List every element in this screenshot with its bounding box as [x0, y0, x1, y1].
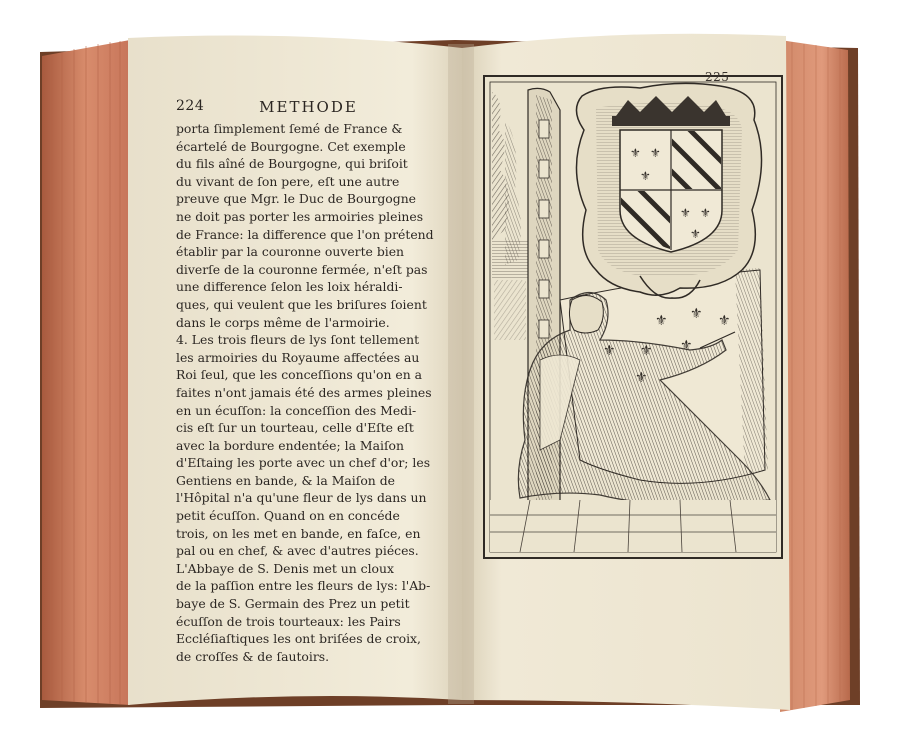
text-line: preuve que Mgr. le Duc de Bourgogne [176, 191, 417, 207]
text-line: ne doit pas porter les armoiries pleines [176, 208, 424, 224]
text-line: d'Eſtaing les porte avec un chef d'or; les [176, 455, 431, 471]
text-line: une difference ſelon les loix héraldi- [176, 279, 403, 295]
engraving-plate [484, 76, 782, 558]
text-line: porta ſimplement ſemé de France & [176, 121, 403, 136]
text-line: de la paſſion entre les fleurs de lys: l'Ab- [176, 578, 431, 594]
text-line: avec la bordure endentée; la Maiſon [176, 437, 404, 453]
text-line: faites n'ont jamais été des armes pleines [176, 384, 432, 400]
svg-text:⚜: ⚜ [655, 313, 668, 329]
svg-text:⚜: ⚜ [690, 227, 701, 241]
text-line: du vivant de ſon pere, eſt une autre [176, 173, 400, 189]
text-line: ques, qui veulent que les briſures ſoient [176, 296, 427, 312]
text-line: cis eſt ſur un tourteau, celle d'Eſte eſt [176, 420, 414, 436]
left-page-text [176, 98, 441, 665]
text-line: Eccléſiaſtiques les ont briſées de croix, [176, 631, 421, 647]
gutter-shadow [448, 44, 474, 704]
text-line: dans le corps même de l'armoirie. [176, 314, 390, 330]
running-head [176, 98, 441, 118]
text-line: de France: la difference que l'on prétend [176, 226, 434, 242]
svg-text:⚜: ⚜ [640, 169, 651, 183]
svg-text:⚜: ⚜ [690, 306, 703, 322]
text-line: petit écuſſon. Quand on en concéde [176, 508, 400, 524]
text-line: de croſſes & de ſautoirs. [176, 648, 330, 664]
text-line: pal ou en chef, & avec d'autres piéces. [176, 543, 419, 559]
text-line: établir par la couronne ouverte bien [176, 244, 405, 260]
svg-text:⚜: ⚜ [680, 338, 693, 354]
text-line: Roi ſeul, que les conceſſions qu'on en a [176, 367, 423, 383]
svg-text:⚜: ⚜ [650, 146, 661, 160]
page-number-left: 224 [176, 98, 205, 114]
text-line: trois, on les met en bande, en faſce, en [176, 525, 421, 541]
body-text [176, 120, 441, 665]
text-line: baye de S. Germain des Prez un petit [176, 596, 410, 612]
text-line: en un écuſſon: la conceſſion des Medi- [176, 402, 417, 418]
text-line: diverſe de la couronne fermée, n'eſt pas [176, 261, 428, 277]
text-line: L'Abbaye de S. Denis met un cloux [176, 560, 394, 576]
running-head-title: METHODE [259, 98, 358, 116]
svg-text:⚜: ⚜ [680, 206, 691, 220]
page-number-right: 225 [705, 70, 730, 84]
text-line: 4. Les trois fleurs de lys ſont tellement [176, 332, 420, 348]
svg-text:⚜: ⚜ [630, 146, 641, 160]
text-line: l'Hôpital n'a qu'une fleur de lys dans un [176, 490, 427, 506]
text-line: écuſſon de trois tourteaux: les Pairs [176, 613, 401, 629]
text-line: les armoiries du Royaume affectées au [176, 349, 420, 365]
svg-text:⚜: ⚜ [700, 206, 711, 220]
text-line: Gentiens en bande, & la Maiſon de [176, 472, 395, 488]
svg-text:⚜: ⚜ [718, 313, 731, 329]
text-line: écartelé de Bourgogne. Cet exemple [176, 138, 406, 154]
right-page-edges [780, 40, 850, 712]
text-line: du fils aîné de Bourgogne, qui briſoit [176, 156, 408, 172]
